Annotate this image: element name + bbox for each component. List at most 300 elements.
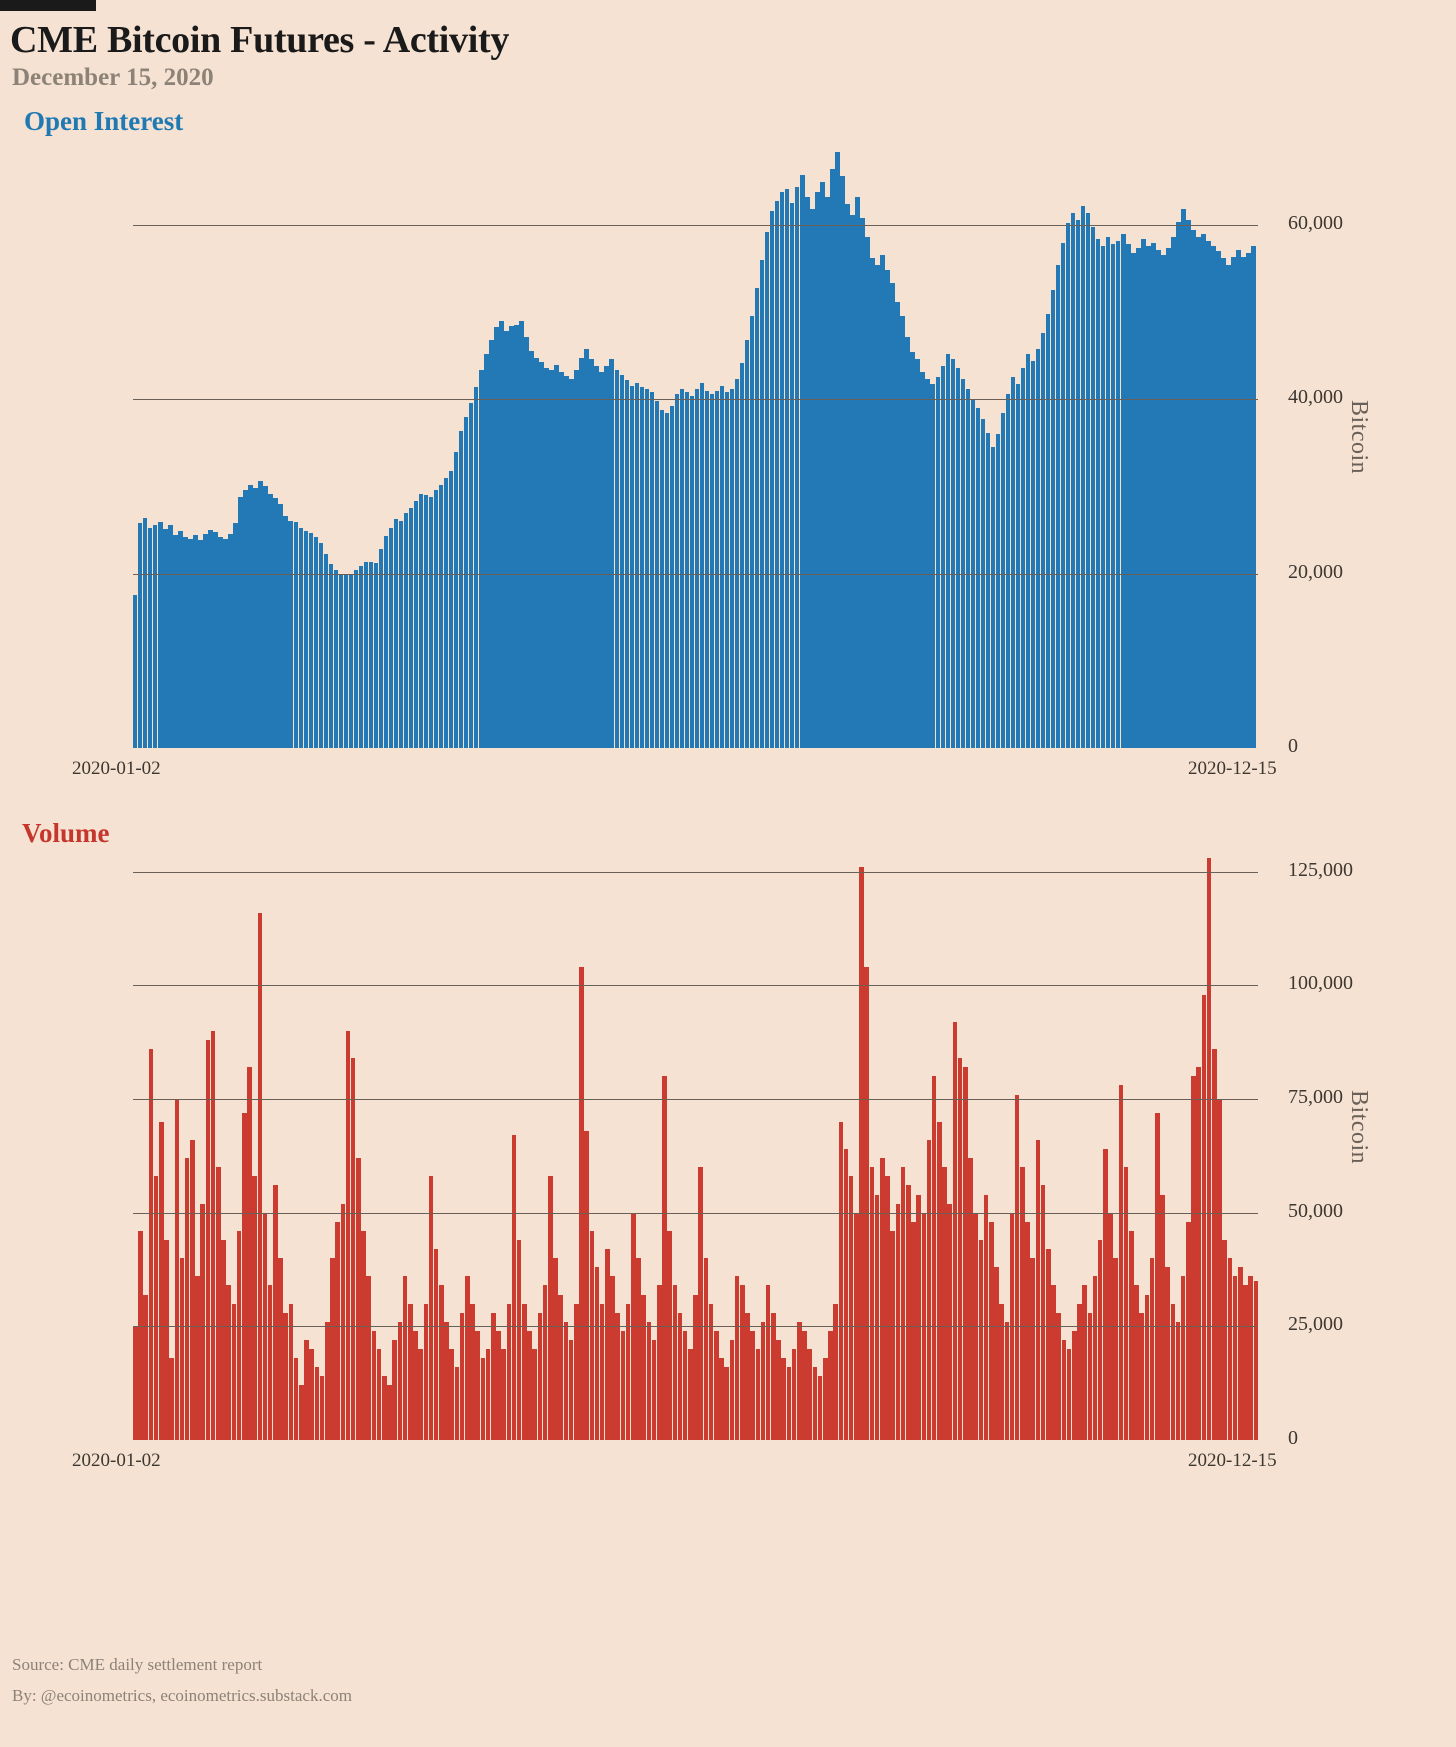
open-interest-xtick-end: 2020-12-15 — [1188, 758, 1277, 779]
chart-bar — [1021, 368, 1025, 748]
chart-bar — [315, 1367, 320, 1440]
chart-bar — [745, 340, 749, 748]
chart-bar — [1051, 290, 1055, 748]
chart-bar — [501, 1349, 506, 1440]
chart-bar — [976, 408, 980, 748]
chart-bar — [896, 1204, 901, 1440]
chart-bar — [750, 1331, 755, 1440]
chart-bar — [384, 536, 388, 748]
chart-bar — [163, 529, 167, 748]
chart-bar — [429, 1176, 434, 1440]
chart-bar — [885, 270, 889, 748]
chart-bar — [1243, 1285, 1248, 1440]
volume-bars — [133, 840, 1258, 1440]
chart-bar — [1207, 858, 1212, 1440]
chart-bar — [584, 349, 588, 748]
chart-bar — [1020, 1167, 1025, 1440]
chart-bar — [870, 258, 874, 748]
chart-bar — [766, 1285, 771, 1440]
chart-bar — [621, 1331, 626, 1440]
chart-bar — [138, 523, 142, 748]
chart-bar — [414, 501, 418, 748]
chart-bar — [554, 365, 558, 748]
chart-bar — [460, 1313, 465, 1440]
chart-bar — [833, 1304, 838, 1440]
chart-bar — [228, 534, 232, 748]
chart-bar — [1171, 1304, 1176, 1440]
chart-bar — [761, 1322, 766, 1440]
chart-bar — [190, 1140, 195, 1440]
chart-bar — [765, 232, 769, 748]
chart-bar — [283, 516, 287, 748]
chart-bar — [1031, 361, 1035, 748]
volume-plot-area — [133, 840, 1258, 1440]
chart-bar — [569, 1340, 574, 1440]
chart-bar — [366, 1276, 371, 1440]
chart-bar — [289, 1304, 294, 1440]
chart-bar — [895, 302, 899, 748]
chart-bar — [989, 1222, 994, 1440]
chart-bar — [470, 1304, 475, 1440]
chart-bar — [680, 389, 684, 748]
chart-bar — [1006, 394, 1010, 748]
chart-bar — [325, 1322, 330, 1440]
chart-bar — [403, 1276, 408, 1440]
chart-bar — [1216, 251, 1220, 748]
chart-bar — [253, 488, 257, 748]
chart-bar — [1241, 257, 1245, 748]
chart-bar — [660, 410, 664, 748]
chart-bar — [237, 1231, 242, 1440]
chart-bar — [507, 1304, 512, 1440]
chart-bar — [825, 197, 829, 748]
chart-bar — [1098, 1240, 1103, 1440]
chart-bar — [268, 1285, 273, 1440]
chart-bar — [346, 1031, 351, 1440]
chart-bar — [610, 1276, 615, 1440]
chart-bar — [464, 417, 468, 748]
chart-bar — [797, 1322, 802, 1440]
volume-xtick-start: 2020-01-02 — [72, 1450, 161, 1471]
gridline — [133, 574, 1258, 575]
chart-bar — [524, 337, 528, 748]
chart-bar — [283, 1313, 288, 1440]
chart-bar — [795, 187, 799, 748]
chart-bar — [916, 1195, 921, 1440]
chart-bar — [1076, 220, 1080, 748]
chart-bar — [1196, 237, 1200, 748]
chart-bar — [951, 359, 955, 748]
chart-bar — [394, 519, 398, 748]
chart-bar — [1088, 1313, 1093, 1440]
chart-bar — [604, 366, 608, 748]
chart-bar — [855, 197, 859, 748]
chart-bar — [1161, 255, 1165, 748]
chart-bar — [657, 1285, 662, 1440]
chart-bar — [725, 392, 729, 748]
chart-bar — [1091, 227, 1095, 748]
chart-bar — [481, 1358, 486, 1440]
y-axis-tick-label: 100,000 — [1288, 972, 1353, 995]
chart-bar — [258, 913, 263, 1440]
chart-bar — [1248, 1276, 1253, 1440]
chart-bar — [818, 1376, 823, 1440]
chart-bar — [263, 486, 267, 748]
chart-bar — [1181, 1276, 1186, 1440]
chart-bar — [1146, 246, 1150, 748]
volume-y-axis-title: Bitcoin — [1346, 1090, 1372, 1165]
chart-bar — [640, 387, 644, 748]
y-axis-tick-label: 50,000 — [1288, 1199, 1343, 1222]
chart-bar — [148, 528, 152, 748]
chart-bar — [963, 1067, 968, 1440]
chart-bar — [361, 1231, 366, 1440]
chart-bar — [1181, 209, 1185, 748]
chart-bar — [439, 485, 443, 748]
chart-bar — [740, 363, 744, 748]
chart-bar — [579, 967, 584, 1440]
chart-bar — [288, 521, 292, 748]
chart-bar — [595, 1267, 600, 1440]
chart-bar — [1160, 1195, 1165, 1440]
chart-bar — [991, 447, 995, 749]
chart-bar — [203, 534, 207, 748]
chart-bar — [1155, 1113, 1160, 1440]
chart-bar — [149, 1049, 154, 1440]
chart-bar — [294, 1358, 299, 1440]
chart-bar — [1211, 246, 1215, 748]
chart-bar — [958, 1058, 963, 1440]
chart-bar — [273, 498, 277, 748]
chart-bar — [504, 331, 508, 748]
chart-bar — [1071, 213, 1075, 748]
chart-bar — [409, 508, 413, 749]
chart-bar — [1156, 250, 1160, 748]
chart-bar — [885, 1176, 890, 1440]
volume-chart — [0, 830, 1456, 1480]
chart-bar — [494, 327, 498, 748]
chart-bar — [213, 532, 217, 748]
chart-bar — [335, 1222, 340, 1440]
chart-bar — [387, 1385, 392, 1440]
chart-bar — [349, 574, 353, 748]
chart-bar — [850, 215, 854, 748]
chart-bar — [559, 372, 563, 748]
chart-bar — [334, 570, 338, 748]
chart-bar — [1093, 1276, 1098, 1440]
volume-xtick-end: 2020-12-15 — [1188, 1450, 1277, 1471]
chart-bar — [364, 562, 368, 748]
chart-bar — [930, 384, 934, 748]
chart-bar — [1202, 995, 1207, 1440]
chart-bar — [143, 518, 147, 748]
chart-bar — [936, 377, 940, 748]
chart-bar — [870, 1167, 875, 1440]
chart-bar — [459, 431, 463, 748]
volume-panel-title: Volume — [22, 818, 110, 848]
chart-bar — [667, 1231, 672, 1440]
chart-bar — [304, 1340, 309, 1440]
chart-bar — [1025, 1222, 1030, 1440]
chart-bar — [792, 1349, 797, 1440]
chart-bar — [379, 549, 383, 748]
chart-bar — [735, 1276, 740, 1440]
chart-bar — [185, 1158, 190, 1440]
chart-bar — [408, 1304, 413, 1440]
gridline — [133, 1326, 1258, 1327]
chart-bar — [984, 1195, 989, 1440]
chart-bar — [268, 494, 272, 748]
chart-bar — [937, 1122, 942, 1440]
chart-bar — [330, 1258, 335, 1440]
chart-bar — [1062, 1340, 1067, 1440]
chart-bar — [354, 570, 358, 748]
chart-bar — [1191, 1076, 1196, 1440]
chart-bar — [662, 1076, 667, 1440]
chart-bar — [1191, 230, 1195, 748]
open-interest-panel-title: Open Interest — [24, 106, 184, 136]
chart-bar — [1066, 223, 1070, 748]
chart-bar — [932, 1076, 937, 1440]
chart-bar — [815, 192, 819, 748]
chart-bar — [724, 1367, 729, 1440]
chart-bar — [641, 1295, 646, 1440]
chart-bar — [1134, 1285, 1139, 1440]
chart-bar — [840, 176, 844, 748]
chart-bar — [496, 1331, 501, 1440]
chart-bar — [688, 1349, 693, 1440]
chart-bar — [645, 389, 649, 748]
chart-bar — [574, 370, 578, 748]
chart-bar — [178, 531, 182, 748]
chart-bar — [278, 1258, 283, 1440]
chart-bar — [1056, 265, 1060, 748]
chart-bar — [1041, 1185, 1046, 1440]
chart-bar — [484, 354, 488, 748]
chart-bar — [278, 504, 282, 748]
chart-bar — [693, 1295, 698, 1440]
chart-bar — [449, 471, 453, 748]
chart-bar — [514, 325, 518, 749]
gridline — [133, 225, 1258, 226]
chart-bar — [865, 237, 869, 748]
chart-bar — [775, 201, 779, 748]
chart-bar — [981, 419, 985, 748]
chart-bar — [377, 1349, 382, 1440]
chart-bar — [1206, 241, 1210, 748]
chart-bar — [1046, 1249, 1051, 1440]
chart-bar — [549, 370, 553, 748]
chart-bar — [455, 1367, 460, 1440]
chart-bar — [1015, 1095, 1020, 1440]
chart-bar — [605, 1249, 610, 1440]
chart-bar — [740, 1285, 745, 1440]
chart-bar — [273, 1185, 278, 1440]
chart-bar — [683, 1331, 688, 1440]
chart-bar — [324, 554, 328, 748]
y-axis-tick-label: 75,000 — [1288, 1086, 1343, 1109]
chart-bar — [650, 392, 654, 748]
chart-bar — [424, 1304, 429, 1440]
chart-bar — [625, 380, 629, 748]
chart-bar — [158, 522, 162, 748]
chart-bar — [859, 867, 864, 1440]
y-axis-tick-label: 0 — [1288, 735, 1298, 757]
chart-bar — [880, 255, 884, 748]
chart-bar — [1046, 314, 1050, 748]
chart-bar — [429, 497, 433, 748]
chart-bar — [1036, 349, 1040, 748]
chart-bar — [730, 389, 734, 748]
chart-bar — [890, 1231, 895, 1440]
chart-bar — [564, 376, 568, 748]
chart-bar — [1005, 1322, 1010, 1440]
chart-bar — [845, 204, 849, 748]
chart-bar — [1081, 206, 1085, 748]
chart-bar — [780, 192, 784, 748]
chart-bar — [1222, 1240, 1227, 1440]
chart-bar — [434, 490, 438, 748]
chart-bar — [800, 175, 804, 748]
chart-bar — [890, 283, 894, 748]
chart-bar — [900, 316, 904, 748]
chart-bar — [1196, 1067, 1201, 1440]
source-note: Source: CME daily settlement report — [12, 1655, 263, 1674]
chart-bar — [522, 1304, 527, 1440]
chart-bar — [635, 383, 639, 748]
chart-bar — [615, 1313, 620, 1440]
chart-bar — [238, 497, 242, 748]
chart-bar — [475, 1331, 480, 1440]
chart-bar — [910, 352, 914, 748]
chart-bar — [1212, 1049, 1217, 1440]
y-axis-tick-label: 25,000 — [1288, 1313, 1343, 1336]
chart-bar — [218, 537, 222, 748]
chart-bar — [1026, 354, 1030, 748]
chart-bar — [299, 528, 303, 748]
chart-bar — [1056, 1313, 1061, 1440]
chart-bar — [710, 394, 714, 748]
chart-bar — [208, 530, 212, 748]
chart-bar — [1228, 1258, 1233, 1440]
chart-bar — [714, 1331, 719, 1440]
chart-bar — [875, 1195, 880, 1440]
chart-bar — [1129, 1231, 1134, 1440]
chart-bar — [382, 1376, 387, 1440]
chart-bar — [1011, 377, 1015, 748]
chart-bar — [755, 288, 759, 748]
byline-note: By: @ecoinometrics, ecoinometrics.substack.com — [12, 1686, 352, 1705]
chart-bar — [544, 368, 548, 748]
chart-bar — [1166, 248, 1170, 748]
chart-bar — [698, 1167, 703, 1440]
chart-bar — [1096, 239, 1100, 748]
chart-bar — [730, 1340, 735, 1440]
chart-bar — [1067, 1349, 1072, 1440]
chart-bar — [1082, 1285, 1087, 1440]
chart-bar — [372, 1331, 377, 1440]
top-accent-bar — [0, 0, 96, 11]
chart-bar — [756, 1349, 761, 1440]
chart-bar — [1231, 257, 1235, 748]
chart-bar — [404, 513, 408, 748]
chart-bar — [499, 321, 503, 748]
chart-bar — [258, 481, 262, 748]
chart-bar — [424, 495, 428, 748]
chart-bar — [159, 1122, 164, 1440]
chart-bar — [1121, 234, 1125, 748]
chart-bar — [574, 1304, 579, 1440]
chart-bar — [1186, 1222, 1191, 1440]
chart-bar — [314, 537, 318, 748]
chart-bar — [999, 1304, 1004, 1440]
open-interest-xtick-start: 2020-01-02 — [72, 758, 161, 779]
page-title: CME Bitcoin Futures - Activity — [10, 19, 510, 61]
chart-bar — [986, 433, 990, 748]
chart-bar — [785, 189, 789, 748]
chart-bar — [1238, 1267, 1243, 1440]
chart-bar — [153, 525, 157, 748]
chart-bar — [247, 1067, 252, 1440]
chart-bar — [351, 1058, 356, 1440]
chart-bar — [558, 1295, 563, 1440]
chart-bar — [183, 537, 187, 748]
chart-bar — [941, 366, 945, 748]
chart-bar — [243, 490, 247, 748]
y-axis-tick-label: 125,000 — [1288, 858, 1353, 881]
chart-bar — [242, 1113, 247, 1440]
chart-bar — [675, 394, 679, 748]
chart-bar — [413, 1331, 418, 1440]
chart-bar — [1077, 1304, 1082, 1440]
chart-bar — [309, 533, 313, 748]
chart-bar — [474, 387, 478, 748]
chart-bar — [449, 1349, 454, 1440]
chart-bar — [864, 967, 869, 1440]
chart-bar — [198, 540, 202, 748]
chart-bar — [1136, 248, 1140, 748]
chart-bar — [469, 403, 473, 748]
chart-bar — [374, 563, 378, 748]
chart-bar — [195, 1276, 200, 1440]
chart-bar — [1119, 1085, 1124, 1440]
chart-bar — [180, 1258, 185, 1440]
chart-bar — [1226, 265, 1230, 748]
chart-bar — [1131, 253, 1135, 748]
chart-bar — [1176, 1322, 1181, 1440]
chart-bar — [154, 1176, 159, 1440]
y-axis-tick-label: 40,000 — [1288, 386, 1343, 409]
chart-bar — [439, 1285, 444, 1440]
open-interest-y-axis-title: Bitcoin — [1346, 400, 1372, 475]
chart-bar — [626, 1304, 631, 1440]
chart-bar — [339, 575, 343, 748]
gridline — [133, 399, 1258, 400]
chart-bar — [594, 366, 598, 748]
chart-bar — [1246, 253, 1250, 748]
chart-bar — [138, 1231, 143, 1440]
chart-bar — [356, 1158, 361, 1440]
chart-bar — [1111, 244, 1115, 748]
chart-bar — [1165, 1267, 1170, 1440]
chart-bar — [419, 494, 423, 748]
chart-bar — [835, 152, 839, 748]
chart-bar — [839, 1122, 844, 1440]
chart-bar — [216, 1167, 221, 1440]
chart-bar — [589, 359, 593, 748]
chart-bar — [1141, 239, 1145, 748]
chart-bar — [776, 1340, 781, 1440]
